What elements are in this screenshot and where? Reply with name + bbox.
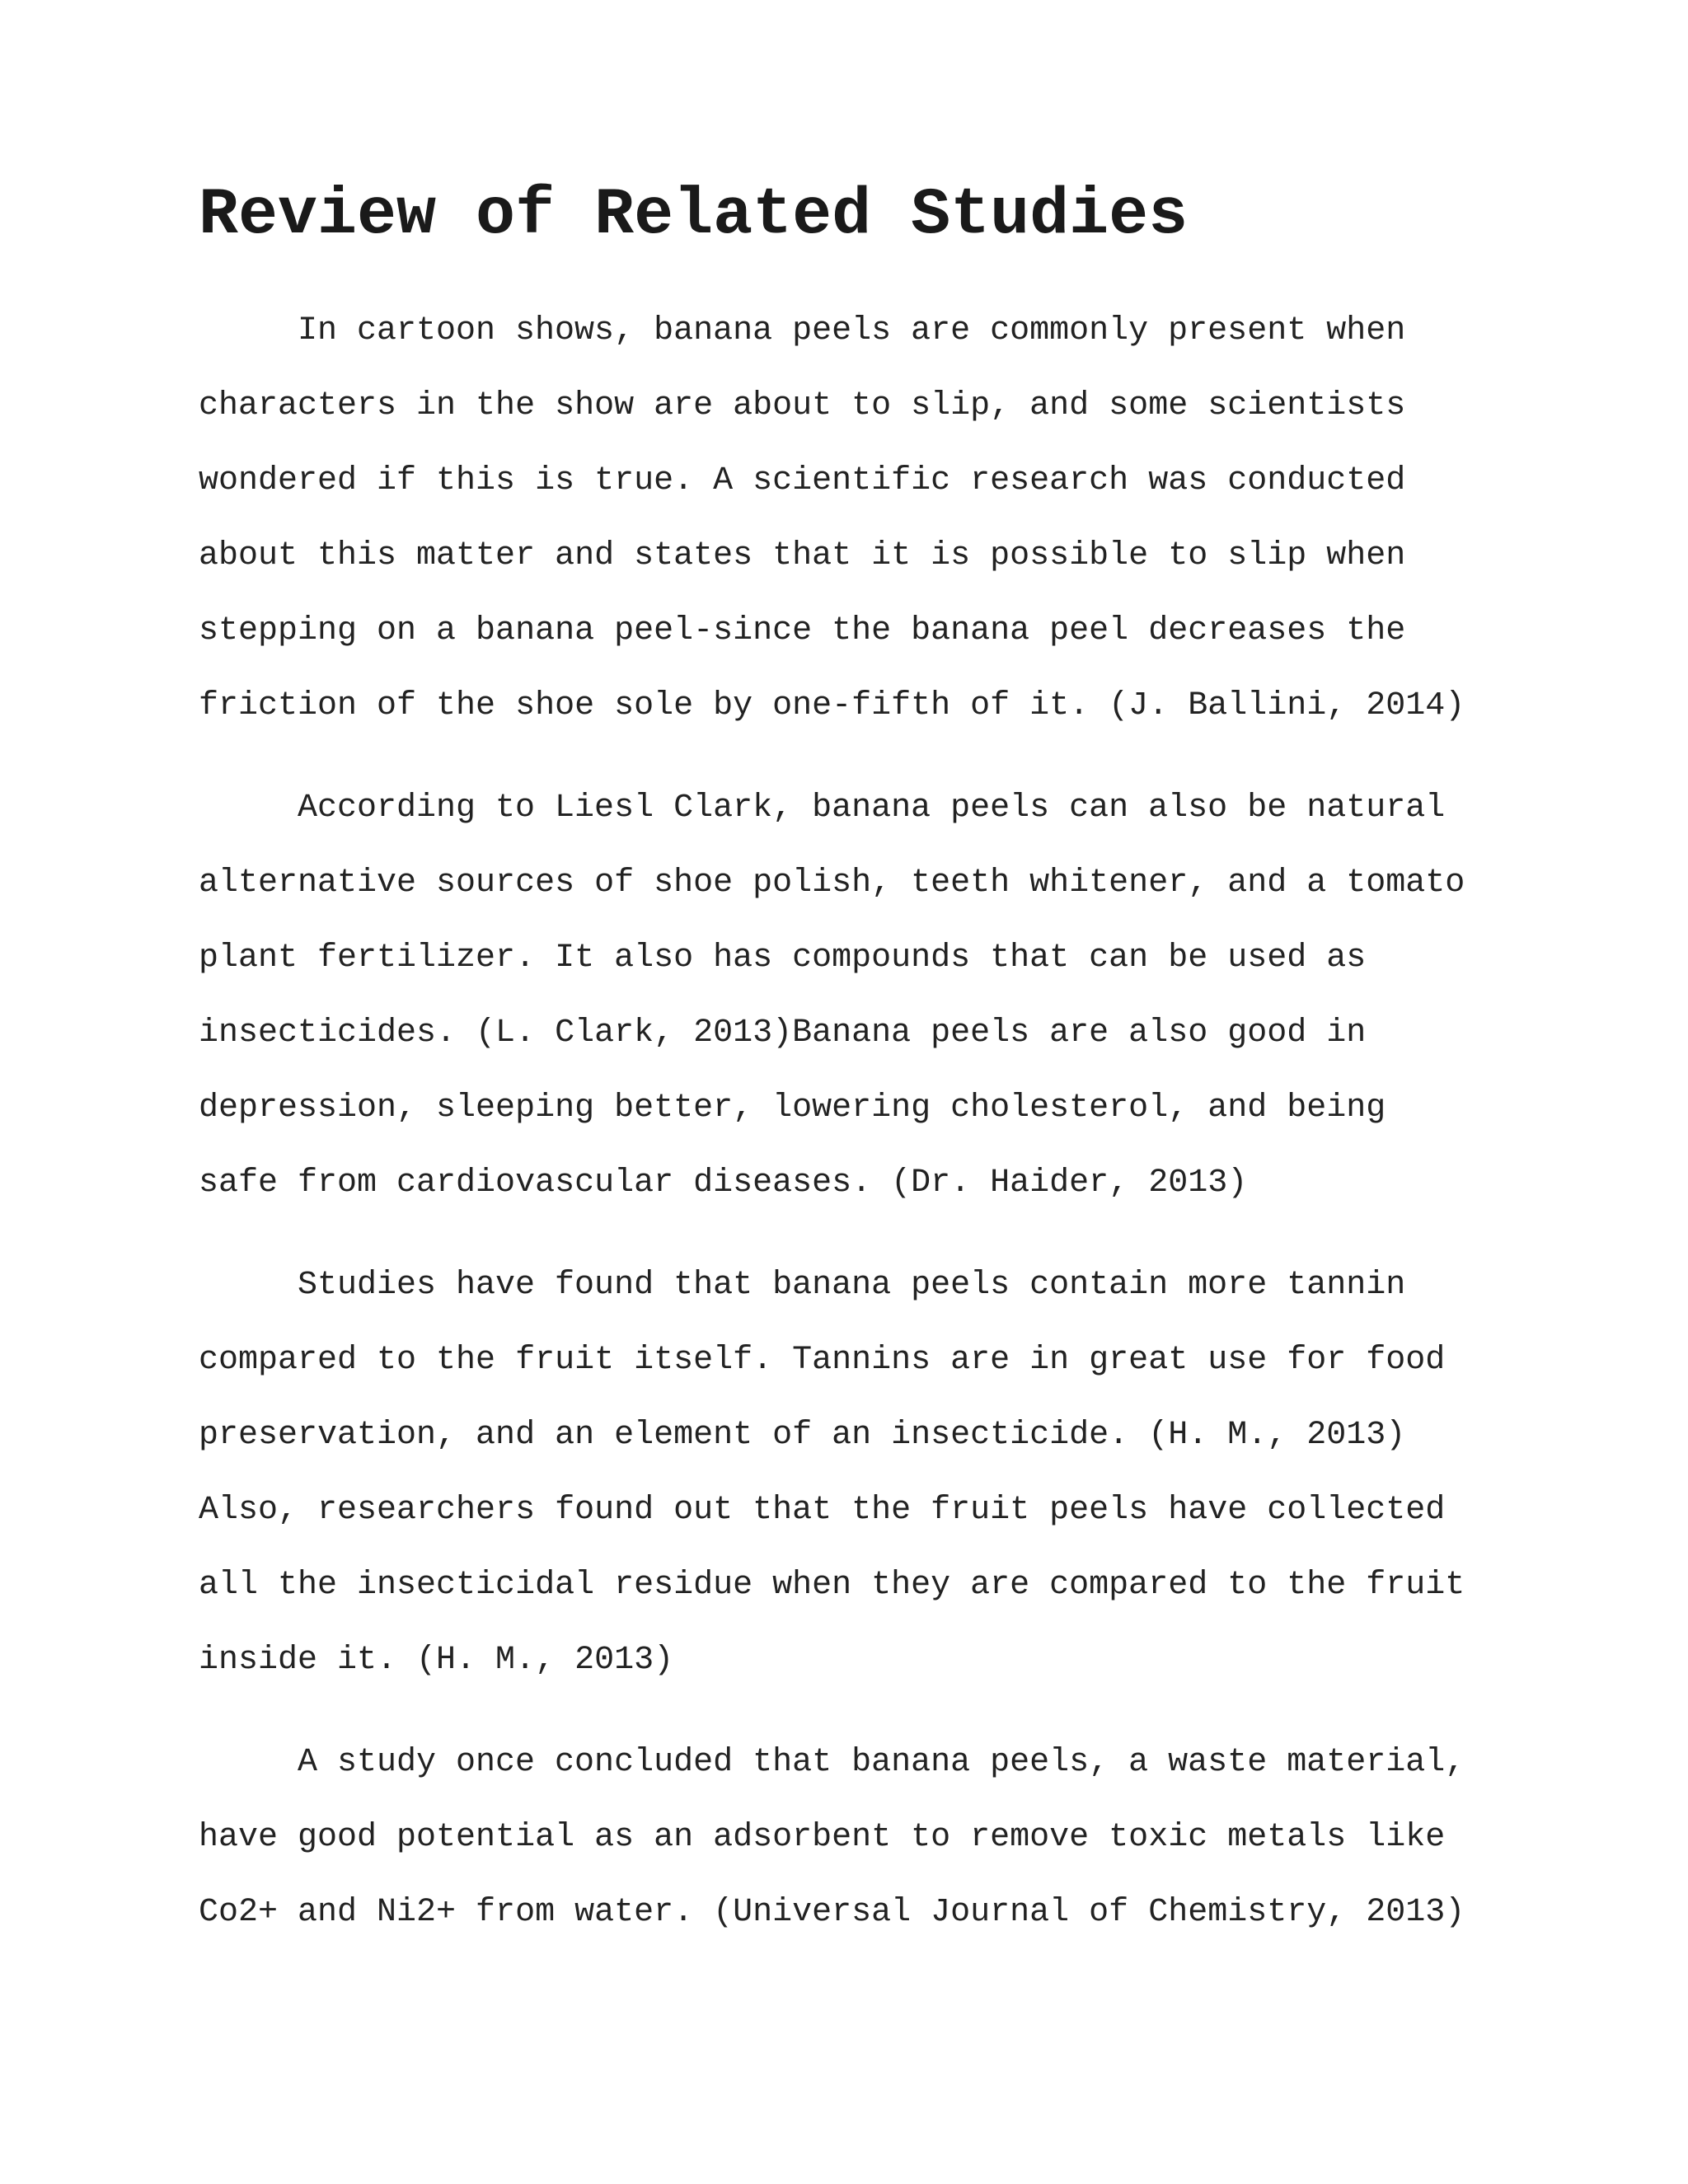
paragraph-line: stepping on a banana peel-since the banana peel decreases the bbox=[199, 612, 1406, 649]
paragraph-line: preservation, and an element of an insecticide. (H. M., 2013) bbox=[199, 1417, 1406, 1454]
paragraph-line: characters in the show are about to slip, and some scientists bbox=[199, 387, 1406, 424]
paragraph-line: safe from cardiovascular diseases. (Dr. Haider, 2013) bbox=[199, 1165, 1248, 1202]
section-heading: Review of Related Studies bbox=[199, 178, 1189, 253]
paragraph-line: about this matter and states that it is possible to slip when bbox=[199, 537, 1406, 574]
paragraph-line: A study once concluded that banana peels, a waste material, bbox=[298, 1744, 1465, 1781]
paragraph-4 bbox=[199, 1725, 1517, 1950]
paragraph-line: Also, researchers found out that the fruit peels have collected bbox=[199, 1492, 1446, 1529]
paragraph-1 bbox=[199, 293, 1517, 743]
paragraph-line: insecticides. (L. Clark, 2013)Banana peels are also good in bbox=[199, 1015, 1367, 1052]
paragraph-line: friction of the shoe sole by one-fifth of it. (J. Ballini, 2014) bbox=[199, 687, 1465, 724]
paragraph-line: wondered if this is true. A scientific research was conducted bbox=[199, 462, 1406, 499]
paragraph-line: depression, sleeping better, lowering cholesterol, and being bbox=[199, 1090, 1386, 1127]
paragraph-line: have good potential as an adsorbent to remove toxic metals like bbox=[199, 1819, 1446, 1856]
paragraph-line: Co2+ and Ni2+ from water. (Universal Journal of Chemistry, 2013) bbox=[199, 1894, 1465, 1931]
paragraph-2 bbox=[199, 771, 1517, 1221]
paragraph-3 bbox=[199, 1248, 1517, 1698]
paragraph-line: alternative sources of shoe polish, teeth whitener, and a tomato bbox=[199, 865, 1465, 902]
paragraph-line: inside it. (H. M., 2013) bbox=[199, 1642, 674, 1679]
paragraph-line: In cartoon shows, banana peels are commonly present when bbox=[298, 312, 1406, 349]
paragraph-line: Studies have found that banana peels contain more tannin bbox=[298, 1267, 1406, 1304]
paragraph-line: plant fertilizer. It also has compounds that can be used as bbox=[199, 940, 1367, 977]
paragraph-line: compared to the fruit itself. Tannins are in great use for food bbox=[199, 1342, 1446, 1379]
paragraph-line: According to Liesl Clark, banana peels can also be natural bbox=[298, 790, 1446, 827]
paragraph-line: all the insecticidal residue when they are compared to the fruit bbox=[199, 1567, 1465, 1604]
document-body bbox=[199, 178, 1517, 1950]
